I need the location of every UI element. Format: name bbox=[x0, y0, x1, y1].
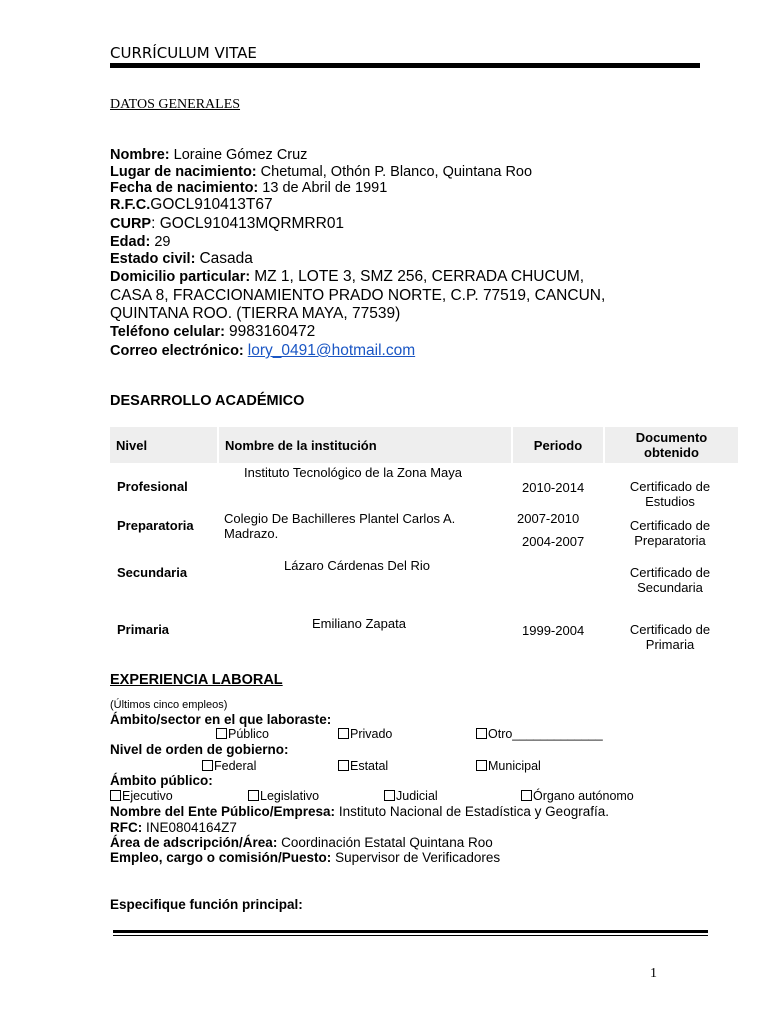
checkbox-organo-autonomo[interactable]: Órgano autónomo bbox=[521, 789, 634, 803]
row-documento: Certificado de Preparatoria bbox=[629, 518, 711, 548]
checkbox-publico[interactable]: Público bbox=[216, 727, 269, 741]
email-link[interactable]: lory_0491@hotmail.com bbox=[247, 342, 416, 359]
field-rfc-empresa: RFC: INE0804164Z7 bbox=[110, 820, 237, 835]
checkbox-legislativo[interactable]: Legislativo bbox=[248, 789, 319, 803]
field-empleo: Empleo, cargo o comisión/Puesto: Supervisor de Verificadores bbox=[110, 850, 501, 865]
row-institucion: Instituto Tecnológico de la Zona Maya bbox=[244, 465, 463, 480]
col-institucion: Nombre de la institución bbox=[218, 427, 512, 463]
field-domicilio-line3: QUINTANA ROO. (TIERRA MAYA, 77539) bbox=[110, 305, 401, 322]
ambito-label: Ámbito/sector en el que laboraste: bbox=[110, 712, 332, 727]
field-domicilio: Domicilio particular: MZ 1, LOTE 3, SMZ 256, CERRADA CHUCUM, bbox=[110, 268, 585, 285]
row-periodo: 1999-2004 bbox=[522, 623, 585, 638]
row-nivel: Primaria bbox=[117, 622, 170, 637]
row-documento: Certificado de Secundaria bbox=[629, 565, 711, 595]
datos-generales-heading: DATOS GENERALES bbox=[110, 97, 241, 112]
field-telefono: Teléfono celular: 9983160472 bbox=[110, 323, 316, 340]
checkbox-estatal[interactable]: Estatal bbox=[338, 759, 388, 773]
academico-heading: DESARROLLO ACADÉMICO bbox=[110, 393, 305, 409]
experiencia-note: (Últimos cinco empleos) bbox=[110, 699, 228, 711]
row-institucion: Emiliano Zapata bbox=[312, 616, 406, 631]
checkbox-privado[interactable]: Privado bbox=[338, 727, 392, 741]
field-domicilio-line2: CASA 8, FRACCIONAMIENTO PRADO NORTE, C.P. 77519, CANCUN, bbox=[110, 287, 606, 304]
ambito-publico-label: Ámbito público: bbox=[110, 773, 213, 788]
field-funcion: Especifique función principal: bbox=[110, 897, 303, 912]
row-institucion: Lázaro Cárdenas Del Rio bbox=[284, 558, 430, 573]
row-nivel: Secundaria bbox=[117, 565, 188, 580]
education-table-header bbox=[110, 427, 739, 463]
col-nivel: Nivel bbox=[110, 427, 218, 463]
row-nivel: Profesional bbox=[117, 479, 188, 494]
row-periodo: 2010-2014 bbox=[522, 480, 585, 495]
field-estado-civil: Estado civil: Casada bbox=[110, 250, 253, 267]
row-nivel: Preparatoria bbox=[117, 518, 194, 533]
education-table bbox=[110, 427, 740, 463]
field-curp: CURP: GOCL910413MQRMRR01 bbox=[110, 215, 345, 232]
row-documento: Certificado de Estudios bbox=[629, 479, 711, 509]
row-periodo: 2004-2007 bbox=[522, 534, 585, 549]
col-documento: Documento obtenido bbox=[604, 427, 739, 463]
checkbox-federal[interactable]: Federal bbox=[202, 759, 256, 773]
experiencia-heading: EXPERIENCIA LABORAL bbox=[110, 672, 283, 688]
page-number: 1 bbox=[650, 966, 657, 981]
checkbox-municipal[interactable]: Municipal bbox=[476, 759, 541, 773]
document-title: CURRÍCULUM VITAE bbox=[110, 44, 257, 62]
checkbox-otro[interactable]: Otro_____________ bbox=[476, 727, 603, 741]
field-correo: Correo electrónico: lory_0491@hotmail.com bbox=[110, 342, 416, 359]
col-periodo: Periodo bbox=[512, 427, 604, 463]
row-documento: Certificado de Primaria bbox=[629, 622, 711, 652]
row-periodo: 2007-2010 bbox=[517, 511, 580, 526]
field-rfc: R.F.C.GOCL910413T67 bbox=[110, 196, 273, 213]
field-ente: Nombre del Ente Público/Empresa: Instituto Nacional de Estadística y Geografía. bbox=[110, 804, 609, 819]
field-nombre: Nombre: Loraine Gómez Cruz bbox=[110, 147, 308, 163]
row-institucion: Colegio De Bachilleres Plantel Carlos A. Madrazo. bbox=[224, 511, 456, 541]
checkbox-ejecutivo[interactable]: Ejecutivo bbox=[110, 789, 173, 803]
header-rule bbox=[110, 63, 700, 68]
field-area: Área de adscripción/Área: Coordinación Estatal Quintana Roo bbox=[110, 835, 493, 850]
checkbox-judicial[interactable]: Judicial bbox=[384, 789, 438, 803]
field-edad: Edad: 29 bbox=[110, 234, 171, 250]
field-lugar: Lugar de nacimiento: Chetumal, Othón P. Blanco, Quintana Roo bbox=[110, 164, 533, 180]
field-fecha: Fecha de nacimiento: 13 de Abril de 1991 bbox=[110, 180, 388, 196]
footer-rule bbox=[113, 930, 708, 933]
footer-rule-thin bbox=[113, 935, 708, 936]
nivel-gobierno-label: Nivel de orden de gobierno: bbox=[110, 742, 289, 757]
